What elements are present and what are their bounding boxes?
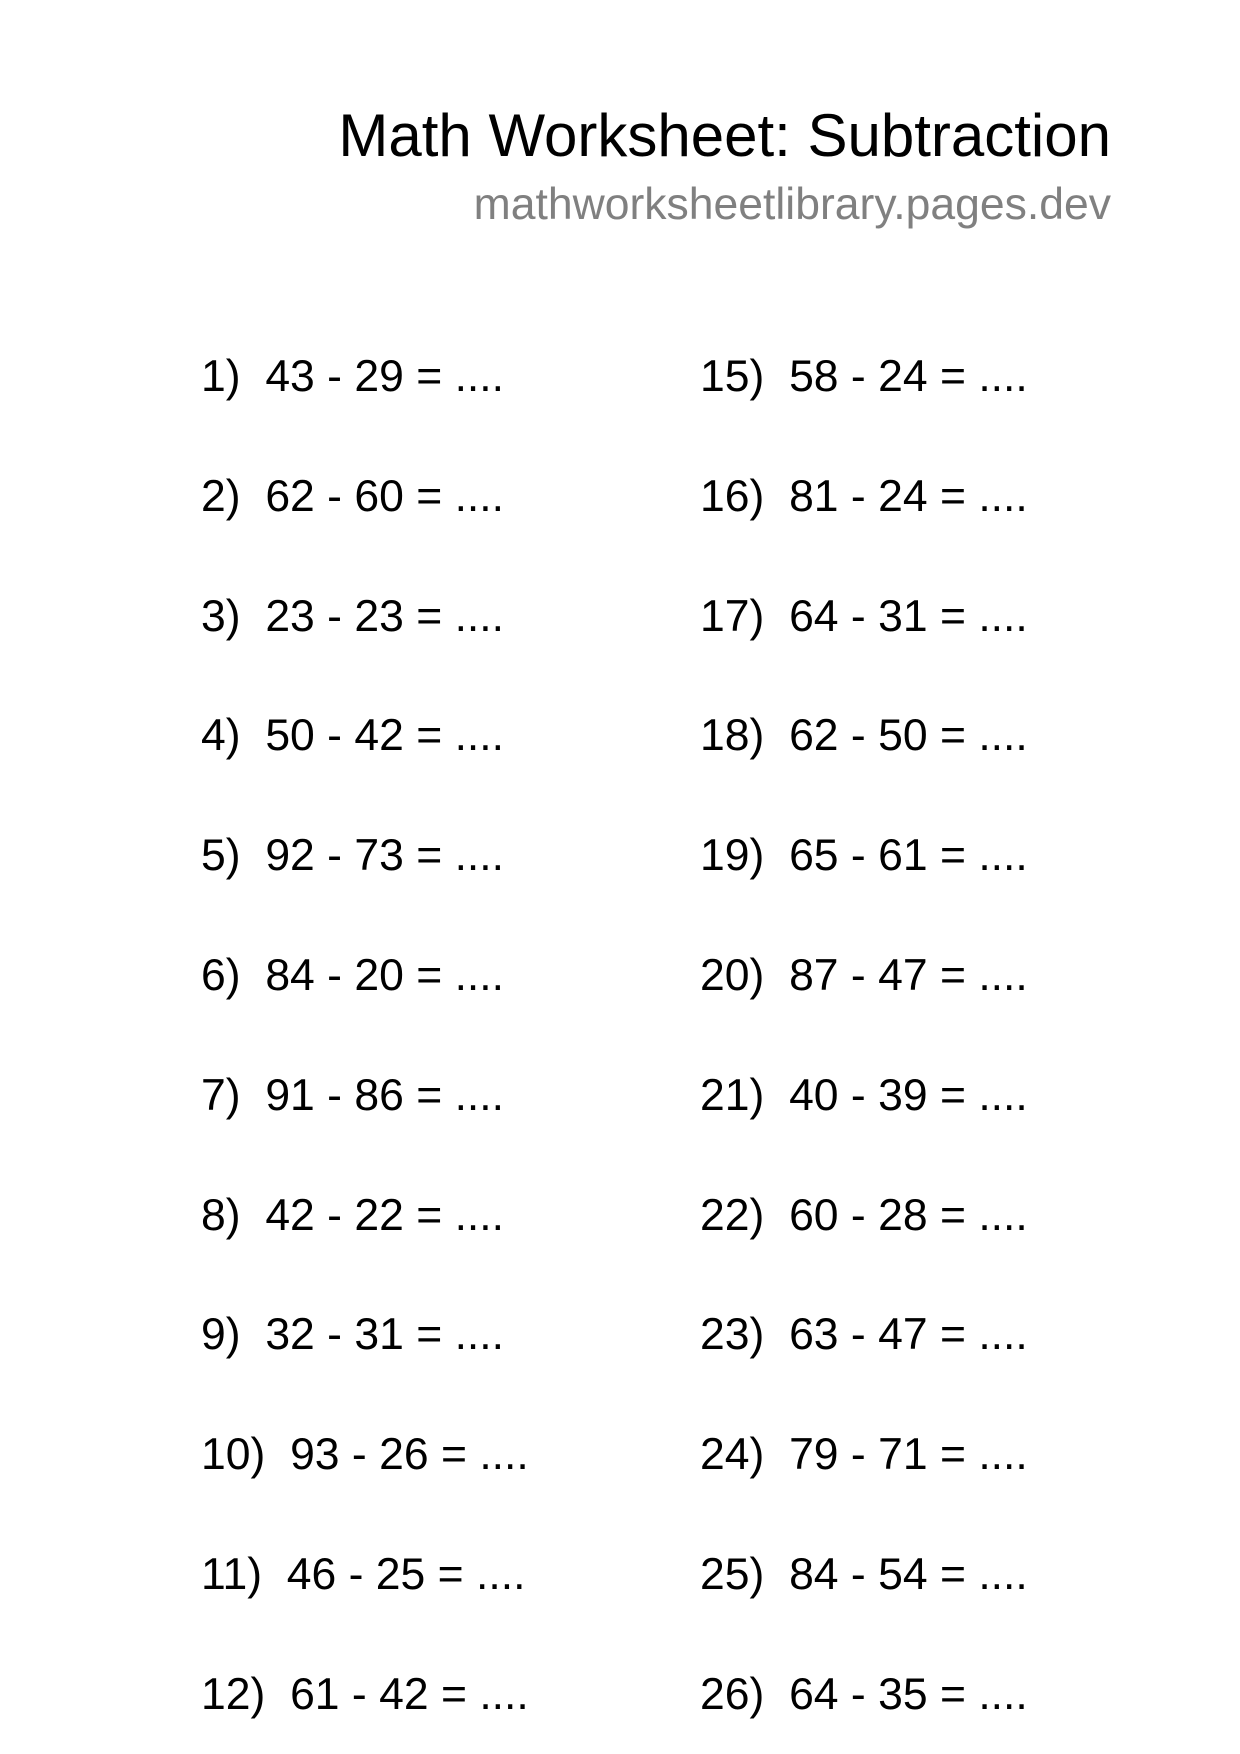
problem-number: 11) [201, 1549, 263, 1599]
problem-item [201, 1425, 529, 1485]
problem-expression: 93 - 26 = .... [290, 1430, 529, 1480]
problem-expression: 64 - 31 = .... [789, 591, 1028, 641]
problem-expression: 46 - 25 = .... [286, 1549, 526, 1599]
problem-item [201, 467, 529, 527]
problem-item [700, 1665, 1028, 1725]
problem-expression: 62 - 60 = .... [265, 471, 505, 521]
problem-number: 26) [700, 1669, 765, 1719]
problem-number: 6) [201, 950, 241, 1000]
problem-item [201, 1545, 529, 1605]
problem-item [700, 1425, 1028, 1485]
problem-item [700, 467, 1028, 527]
problem-item [700, 587, 1028, 647]
problem-number: 1) [201, 352, 241, 401]
problem-item [700, 1186, 1028, 1246]
problem-expression: 91 - 86 = .... [265, 1070, 505, 1120]
problem-number: 4) [201, 711, 241, 761]
problem-expression: 92 - 73 = .... [265, 831, 505, 881]
problem-expression: 84 - 20 = .... [265, 950, 505, 1000]
problem-number: 15) [700, 352, 765, 401]
problem-expression: 84 - 54 = .... [789, 1549, 1028, 1599]
problem-item [201, 1066, 529, 1126]
problem-number: 18) [700, 711, 765, 761]
problem-item [700, 347, 1028, 407]
problem-number: 19) [700, 831, 765, 881]
problem-expression: 61 - 42 = .... [290, 1669, 529, 1719]
problems-column-left [201, 347, 529, 1725]
problem-item [700, 946, 1028, 1006]
problem-number: 7) [201, 1070, 241, 1120]
problem-item [700, 1545, 1028, 1605]
problem-expression: 64 - 35 = .... [789, 1669, 1028, 1719]
problem-number: 23) [700, 1310, 765, 1360]
problem-item [700, 1305, 1028, 1365]
problem-item [201, 1305, 529, 1365]
problem-item [201, 1665, 529, 1725]
problem-number: 16) [700, 471, 765, 521]
problem-item [201, 347, 529, 407]
problem-item [700, 706, 1028, 766]
problem-expression: 87 - 47 = .... [789, 950, 1028, 1000]
problem-number: 17) [700, 591, 765, 641]
worksheet-source-url: mathworksheetlibrary.pages.dev [473, 180, 1111, 229]
problem-expression: 23 - 23 = .... [265, 591, 505, 641]
problem-expression: 42 - 22 = .... [265, 1190, 505, 1240]
problem-number: 3) [201, 591, 241, 641]
problem-item [700, 1066, 1028, 1126]
problem-expression: 79 - 71 = .... [789, 1430, 1028, 1480]
problem-expression: 40 - 39 = .... [789, 1070, 1028, 1120]
problem-number: 20) [700, 950, 765, 1000]
problem-expression: 63 - 47 = .... [789, 1310, 1028, 1360]
problem-number: 10) [201, 1430, 266, 1480]
problems-column-right [700, 347, 1028, 1725]
worksheet-title: Math Worksheet: Subtraction [338, 102, 1111, 169]
problem-expression: 65 - 61 = .... [789, 831, 1028, 881]
problem-expression: 43 - 29 = .... [265, 352, 505, 401]
problem-number: 5) [201, 831, 241, 881]
problem-item [201, 706, 529, 766]
problem-expression: 81 - 24 = .... [789, 471, 1028, 521]
problem-item [201, 946, 529, 1006]
problem-expression: 62 - 50 = .... [789, 711, 1028, 761]
problem-item [201, 826, 529, 886]
problem-number: 9) [201, 1310, 241, 1360]
problem-number: 24) [700, 1430, 765, 1480]
problem-number: 21) [700, 1070, 765, 1120]
problem-number: 8) [201, 1190, 241, 1240]
problem-expression: 50 - 42 = .... [265, 711, 505, 761]
problem-number: 22) [700, 1190, 765, 1240]
problem-item [700, 826, 1028, 886]
problem-number: 12) [201, 1669, 266, 1719]
problem-expression: 32 - 31 = .... [265, 1310, 505, 1360]
problem-item [201, 1186, 529, 1246]
problem-expression: 58 - 24 = .... [789, 352, 1028, 401]
problem-number: 25) [700, 1549, 765, 1599]
problem-number: 2) [201, 471, 241, 521]
problem-expression: 60 - 28 = .... [789, 1190, 1028, 1240]
problem-item [201, 587, 529, 647]
